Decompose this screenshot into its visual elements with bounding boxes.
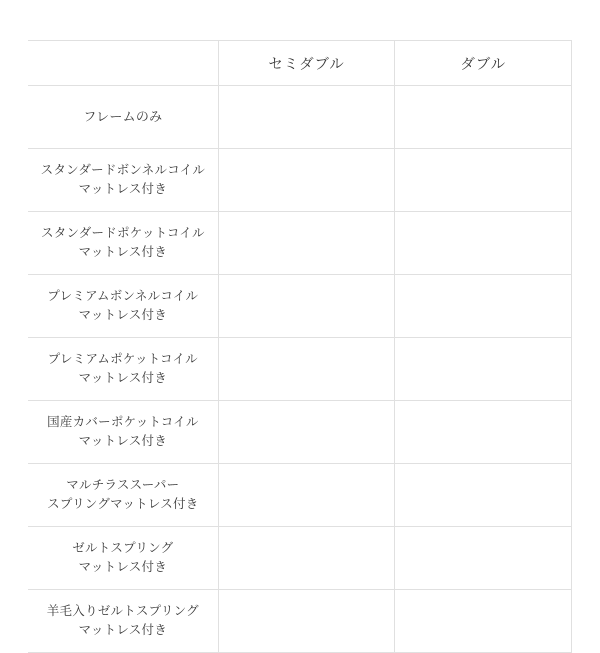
cell-frame-only-double [395,86,572,149]
table-row [28,464,572,527]
table-row [28,275,572,338]
table-corner-cell [28,41,218,86]
row-label-wool-zelt-spring [28,590,218,653]
cell-frame-only-semi-double [218,86,395,149]
row-label-premium-bonnell-coil [28,275,218,338]
cell-domestic-cover-pocket-coil-semi-double [218,401,395,464]
cell-premium-bonnell-coil-double [395,275,572,338]
table-row [28,338,572,401]
cell-zelt-spring-double [395,527,572,590]
row-label-line: マットレス付き [78,623,168,637]
row-label-line: フレームのみ [83,109,163,125]
row-label-line: スタンダードポケットコイル [40,226,205,241]
cell-premium-pocket-coil-semi-double [218,338,395,401]
row-label-line: マットレス付き [78,182,168,196]
cell-standard-bonnell-coil-double [395,149,572,212]
table-header [28,41,572,86]
row-label-frame-only [28,86,218,149]
row-label-line: 羊毛入りゼルトスプリング [46,604,199,619]
row-label-standard-bonnell-coil [28,149,218,212]
table-row [28,401,572,464]
cell-multilath-super-spring-double [395,464,572,527]
row-label-line: マルチラススーパー [66,478,180,493]
row-label-line: 国産カバーポケットコイル [47,415,199,430]
cell-standard-pocket-coil-semi-double [218,212,395,275]
cell-premium-bonnell-coil-semi-double [218,275,395,338]
row-label-multilath-super-spring [28,464,218,527]
cell-wool-zelt-spring-semi-double [218,590,395,653]
cell-premium-pocket-coil-double [395,338,572,401]
column-header-double: ダブル [395,41,572,86]
column-header-semi-double: セミダブル [218,41,395,86]
row-label-line: マットレス付き [78,371,168,385]
cell-standard-bonnell-coil-semi-double [218,149,395,212]
product-size-price-table [28,40,572,653]
table-row [28,527,572,590]
row-label-premium-pocket-coil [28,338,218,401]
cell-multilath-super-spring-semi-double [218,464,395,527]
row-label-line: スプリングマットレス付き [47,497,199,511]
cell-zelt-spring-semi-double [218,527,395,590]
cell-wool-zelt-spring-double [395,590,572,653]
row-label-line: プレミアムボンネルコイル [47,289,199,304]
row-label-line: ゼルトスプリング [72,541,174,556]
table-row [28,212,572,275]
row-label-line: マットレス付き [78,308,168,322]
row-label-line: マットレス付き [78,434,168,448]
row-label-line: マットレス付き [78,560,168,574]
table-row [28,590,572,653]
row-label-line: プレミアムポケットコイル [47,352,198,367]
table-header-row [28,41,572,86]
row-label-line: マットレス付き [78,245,168,259]
row-label-domestic-cover-pocket-coil [28,401,218,464]
row-label-standard-pocket-coil [28,212,218,275]
table-row [28,149,572,212]
cell-standard-pocket-coil-double [395,212,572,275]
table-body [28,86,572,653]
cell-domestic-cover-pocket-coil-double [395,401,572,464]
row-label-line: スタンダードボンネルコイル [40,163,206,178]
row-label-zelt-spring [28,527,218,590]
table-row [28,86,572,149]
